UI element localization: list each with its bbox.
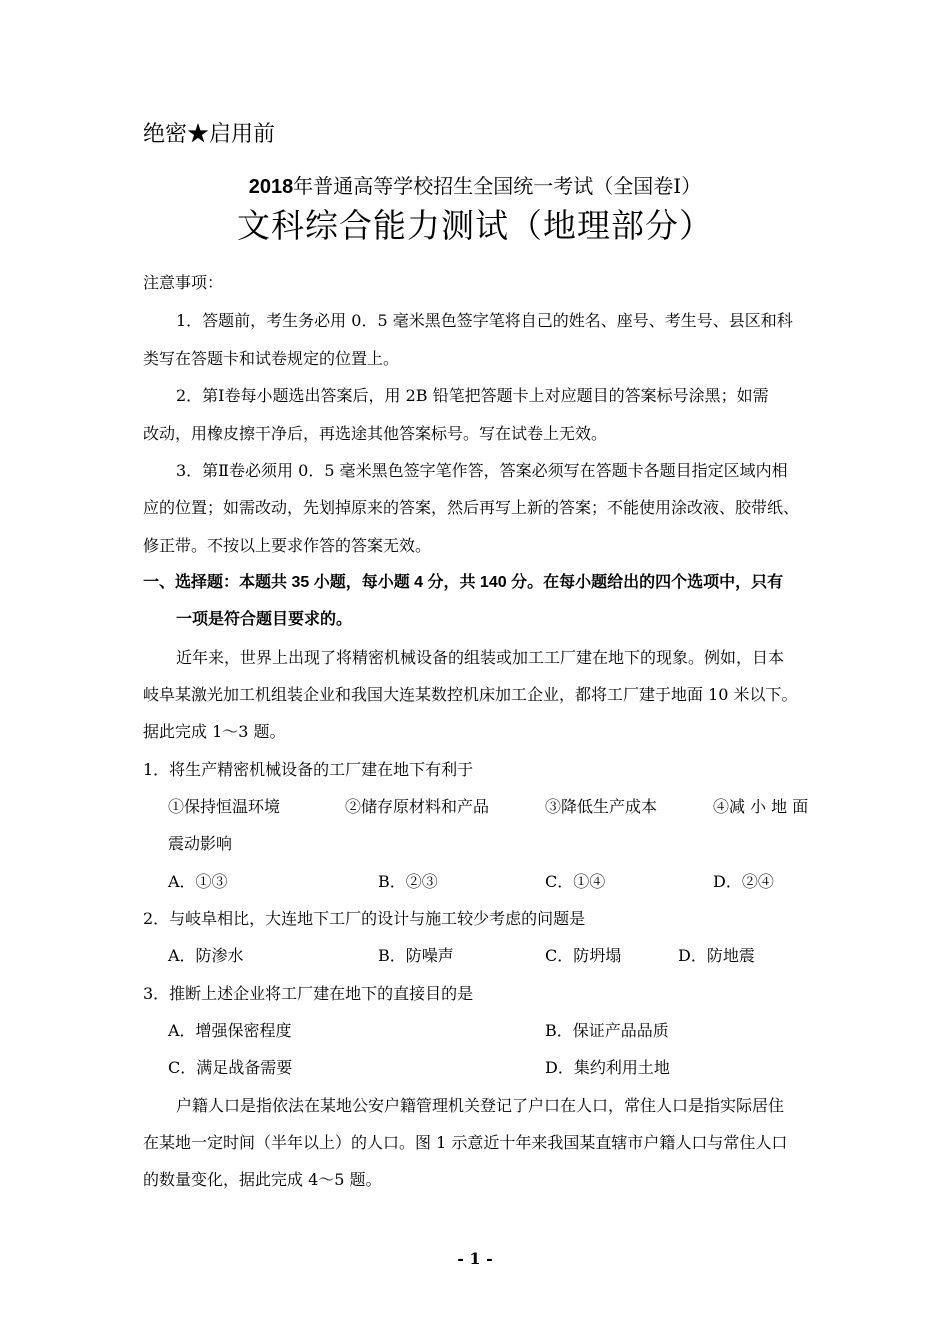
section-heading-cont: 一项是符合题目要求的。 bbox=[176, 611, 353, 628]
q3-option-a[interactable]: A．增强保密程度 bbox=[168, 1021, 292, 1040]
secret-label: 绝密★启用前 bbox=[143, 122, 276, 147]
q1-item: ②储存原材料和产品 bbox=[345, 797, 490, 816]
notice-line: 2．第Ⅰ卷每小题选出答案后，用 2B 铅笔把答题卡上对应题目的答案标号涂黑；如需 bbox=[176, 386, 769, 405]
q3-option-c[interactable]: C．满足战备需要 bbox=[168, 1058, 293, 1077]
notice-line: 应的位置；如需改动，先划掉原来的答案，然后再写上新的答案；不能使用涂改液、胶带纸、 bbox=[143, 498, 800, 517]
q1-item-cont: 震动影响 bbox=[168, 834, 233, 853]
q1-option-b[interactable]: B．②③ bbox=[378, 872, 438, 891]
exam-title bbox=[0, 173, 950, 200]
notice-line: 类写在答题卡和试卷规定的位置上。 bbox=[143, 349, 400, 368]
subject-title: 文科综合能力测试（地理部分） bbox=[237, 206, 713, 245]
exam-title-text: 年普通高等学校招生全国统一考试（全国卷Ⅰ） bbox=[293, 174, 702, 198]
notice-line: 修正带。不按以上要求作答的答案无效。 bbox=[143, 536, 432, 555]
q1-option-c[interactable]: C．①④ bbox=[545, 872, 606, 891]
question-2-stem: 2．与岐阜相比，大连地下工厂的设计与施工较少考虑的问题是 bbox=[143, 909, 586, 928]
passage-line: 岐阜某激光加工机组装企业和我国大连某数控机床加工企业，都将工厂建于地面 10 米以下。 bbox=[143, 685, 798, 704]
q2-option-d[interactable]: D．防地震 bbox=[678, 946, 755, 965]
passage-line: 在某地一定时间（半年以上）的人口。图 1 示意近十年来我国某直辖市户籍人口与常住人口 bbox=[143, 1133, 788, 1152]
q3-option-d[interactable]: D．集约利用土地 bbox=[545, 1058, 670, 1077]
q1-item: ③降低生产成本 bbox=[545, 797, 658, 816]
q2-option-b[interactable]: B．防噪声 bbox=[378, 946, 454, 965]
q1-option-a[interactable]: A．①③ bbox=[168, 872, 228, 891]
question-1-stem: 1．将生产精密机械设备的工厂建在地下有利于 bbox=[143, 760, 474, 779]
passage-line: 近年来，世界上出现了将精密机械设备的组装或加工工厂建在地下的现象。例如，日本 bbox=[176, 648, 785, 667]
passage-line: 的数量变化，据此完成 4～5 题。 bbox=[143, 1170, 382, 1189]
q1-option-d[interactable]: D．②④ bbox=[713, 872, 774, 891]
notice-heading: 注意事项： bbox=[143, 273, 224, 292]
q3-option-b[interactable]: B．保证产品品质 bbox=[545, 1021, 669, 1040]
q2-option-a[interactable]: A．防渗水 bbox=[168, 946, 244, 965]
passage-line: 户籍人口是指依法在某地公安户籍管理机关登记了户口在人口，常住人口是指实际居住 bbox=[176, 1096, 785, 1115]
passage-line: 据此完成 1～3 题。 bbox=[143, 722, 286, 741]
notice-line: 1．答题前，考生务必用 0．5 毫米黑色签字笔将自己的姓名、座号、考生号、县区和科 bbox=[176, 311, 793, 330]
q1-item: ④减 小 地 面 bbox=[713, 797, 809, 816]
page-number: - 1 - bbox=[457, 1249, 493, 1268]
q1-item: ①保持恒温环境 bbox=[168, 797, 281, 816]
notice-line: 3．第Ⅱ卷必须用 0．5 毫米黑色签字笔作答，答案必须写在答题卡各题目指定区域内相 bbox=[176, 461, 788, 480]
section-heading: 一、选择题：本题共 35 小题，每小题 4 分，共 140 分。在每小题给出的四个选项中，只有 bbox=[143, 574, 784, 591]
q2-option-c[interactable]: C．防坍塌 bbox=[545, 946, 622, 965]
notice-line: 改动，用橡皮擦干净后，再选途其他答案标号。写在试卷上无效。 bbox=[143, 424, 608, 443]
question-3-stem: 3．推断上述企业将工厂建在地下的直接目的是 bbox=[143, 984, 474, 1003]
exam-year: 2018 bbox=[248, 176, 294, 198]
